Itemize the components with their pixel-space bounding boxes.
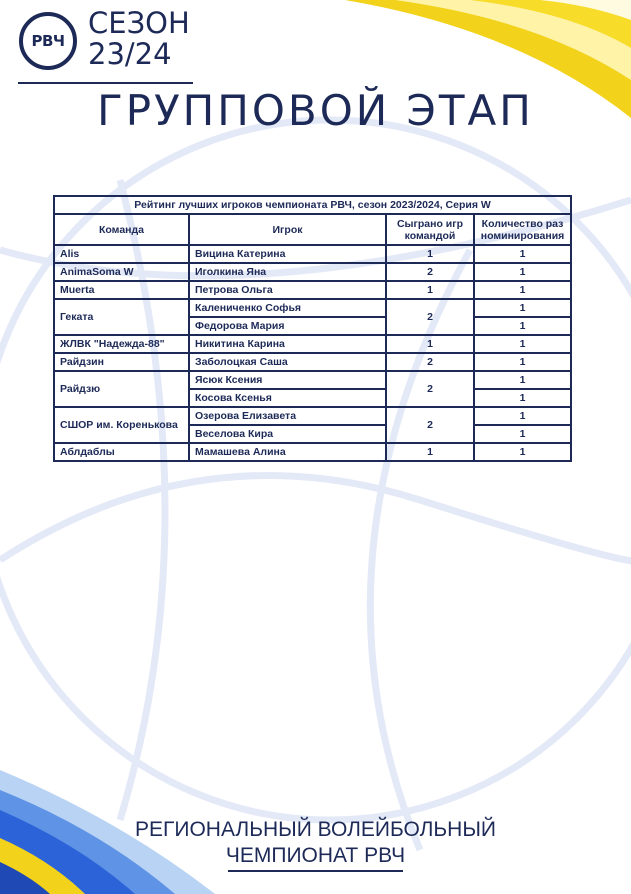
team-cell: Alis [54,245,189,263]
table-row [54,281,571,299]
games-cell: 1 [386,245,474,263]
nominations-cell: 1 [474,299,571,317]
team-cell: Геката [54,299,189,335]
games-cell: 2 [386,299,474,335]
player-cell: Иголкина Яна [189,263,386,281]
team-cell: AnimaSoma W [54,263,189,281]
player-cell: Косова Ксенья [189,389,386,407]
games-cell: 1 [386,335,474,353]
nominations-cell: 1 [474,245,571,263]
footer-line-1: РЕГИОНАЛЬНЫЙ ВОЛЕЙБОЛЬНЫЙ [134,818,497,841]
header-games: Сыграно игр командой [386,214,474,245]
team-cell: СШОР им. Коренькова [54,407,189,443]
table-header-row [54,214,571,245]
games-cell: 1 [386,281,474,299]
games-cell: 2 [386,407,474,443]
footer-title [0,817,631,869]
games-cell: 2 [386,263,474,281]
player-cell: Веселова Кира [189,425,386,443]
header-nominations: Количество раз номинирования [474,214,571,245]
player-cell: Заболоцкая Саша [189,353,386,371]
header-divider [18,82,193,84]
footer-line-2: ЧЕМПИОНАТ РВЧ [225,844,406,867]
games-cell: 1 [386,443,474,461]
team-cell: Аблдаблы [54,443,189,461]
rating-table [53,195,572,462]
player-cell: Петрова Ольга [189,281,386,299]
table-row [54,407,571,425]
player-cell: Мамашева Алина [189,443,386,461]
player-cell: Федорова Мария [189,317,386,335]
player-cell: Ясюк Ксения [189,371,386,389]
season-word: СЕЗОН [88,6,190,40]
header-team: Команда [54,214,189,245]
player-cell: Калениченко Софья [189,299,386,317]
nominations-cell: 1 [474,371,571,389]
footer-divider [228,870,403,872]
table-row [54,371,571,389]
nominations-cell: 1 [474,317,571,335]
table-row [54,245,571,263]
logo-text: РВЧ [31,32,65,50]
rvch-logo [19,12,77,70]
nominations-cell: 1 [474,335,571,353]
team-cell: Muerta [54,281,189,299]
player-cell: Вицина Катерина [189,245,386,263]
nominations-cell: 1 [474,443,571,461]
nominations-cell: 1 [474,281,571,299]
table-row [54,335,571,353]
player-cell: Озерова Елизавета [189,407,386,425]
team-cell: Райдзю [54,371,189,407]
table-caption: Рейтинг лучших игроков чемпионата РВЧ, сезон 2023/2024, Серия W [54,196,571,214]
table-row [54,443,571,461]
games-cell: 2 [386,353,474,371]
player-cell: Никитина Карина [189,335,386,353]
team-cell: ЖЛВК "Надежда-88" [54,335,189,353]
nominations-cell: 1 [474,353,571,371]
rating-table-wrapper [53,195,570,462]
nominations-cell: 1 [474,425,571,443]
nominations-cell: 1 [474,407,571,425]
nominations-cell: 1 [474,389,571,407]
season-label [88,8,190,70]
table-row [54,299,571,317]
header-player: Игрок [189,214,386,245]
season-years: 23/24 [88,37,172,71]
stage-title: ГРУППОВОЙ ЭТАП [97,86,534,135]
nominations-cell: 1 [474,263,571,281]
games-cell: 2 [386,371,474,407]
table-row [54,263,571,281]
table-row [54,353,571,371]
team-cell: Райдзин [54,353,189,371]
table-caption-row [54,196,571,214]
